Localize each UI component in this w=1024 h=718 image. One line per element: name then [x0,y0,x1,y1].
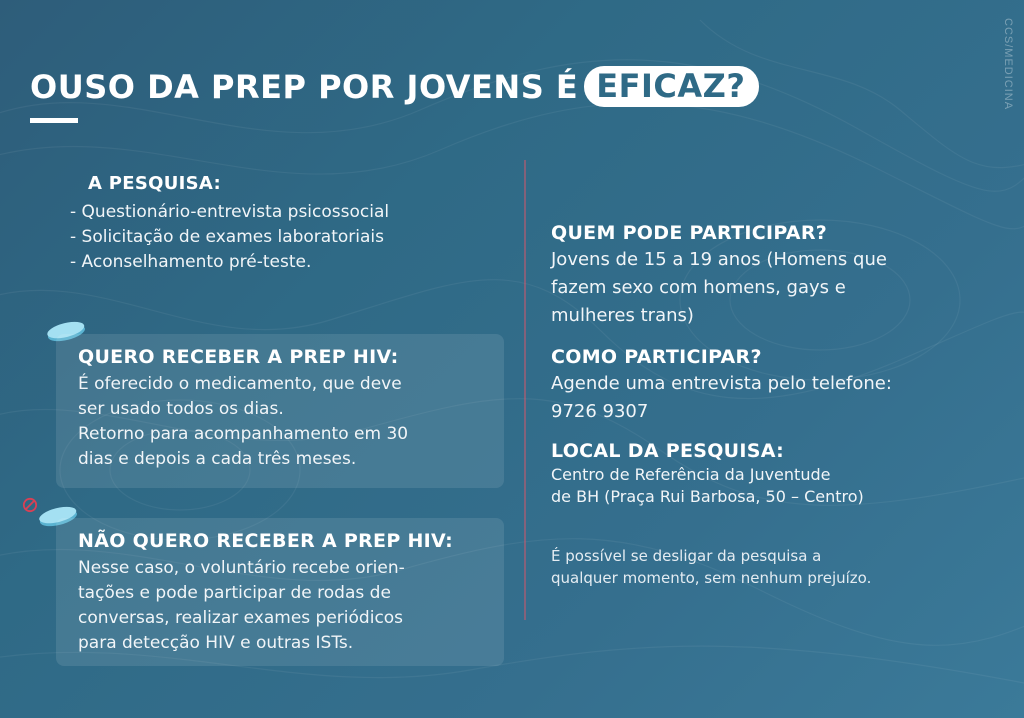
card-want-prep-line: dias e depois a cada três meses. [78,449,357,469]
card-not-want-prep [56,518,504,666]
card-not-want-prep-line: Nesse caso, o voluntário recebe orien- [78,558,405,578]
card-want-prep-title: QUERO RECEBER A PREP HIV: [78,346,399,368]
who-title: QUEM PODE PARTICIPAR? [551,222,828,244]
card-want-prep-line: ser usado todos os dias. [78,399,284,419]
card-want-prep-line: Retorno para acompanhamento em 30 [78,424,409,444]
location-line: de BH (Praça Rui Barbosa, 50 – Centro) [551,487,864,506]
note-line: qualquer momento, sem nenhum prejuízo. [551,569,872,587]
card-want-prep-line: É oferecido o medicamento, que deve [78,374,402,394]
phone-number: 9726 9307 [551,401,649,422]
title-main: USO DA PREP POR JOVENS É [57,67,579,106]
title-highlight-pill: EFICAZ? [584,66,759,107]
how-to-participate [551,346,991,426]
note-line: É possível se desligar da pesquisa a [551,547,822,565]
research-list [70,200,389,275]
who-line: mulheres trans) [551,305,694,326]
research-location [551,440,991,508]
location-title: LOCAL DA PESQUISA: [551,440,785,462]
research-title: A PESQUISA: [88,173,221,194]
page-title [30,66,759,107]
how-title: COMO PARTICIPAR? [551,346,762,368]
who-line: Jovens de 15 a 19 anos (Homens que [551,249,887,270]
column-divider [524,160,526,620]
card-not-want-prep-line: tações e pode participar de rodas de [78,583,391,603]
card-not-want-prep-line: conversas, realizar exames periódicos [78,608,404,628]
withdrawal-note [551,545,991,589]
side-credit-tag: CCS/MEDICINA [1002,18,1014,111]
research-item: - Aconselhamento pré-teste. [70,252,312,272]
research-item: - Solicitação de exames laboratoriais [70,227,384,247]
research-section [70,173,389,275]
research-item: - Questionário-entrevista psicossocial [70,202,390,222]
how-line: Agende uma entrevista pelo telefone: [551,373,892,394]
title-underline [30,118,78,123]
who-line: fazem sexo com homens, gays e [551,277,846,298]
card-not-want-prep-title: NÃO QUERO RECEBER A PREP HIV: [78,530,454,552]
location-line: Centro de Referência da Juventude [551,465,831,484]
card-want-prep [56,334,504,488]
card-not-want-prep-line: para detecção HIV e outras ISTs. [78,633,354,653]
title-o: O [30,67,58,106]
who-can-participate [551,222,991,330]
